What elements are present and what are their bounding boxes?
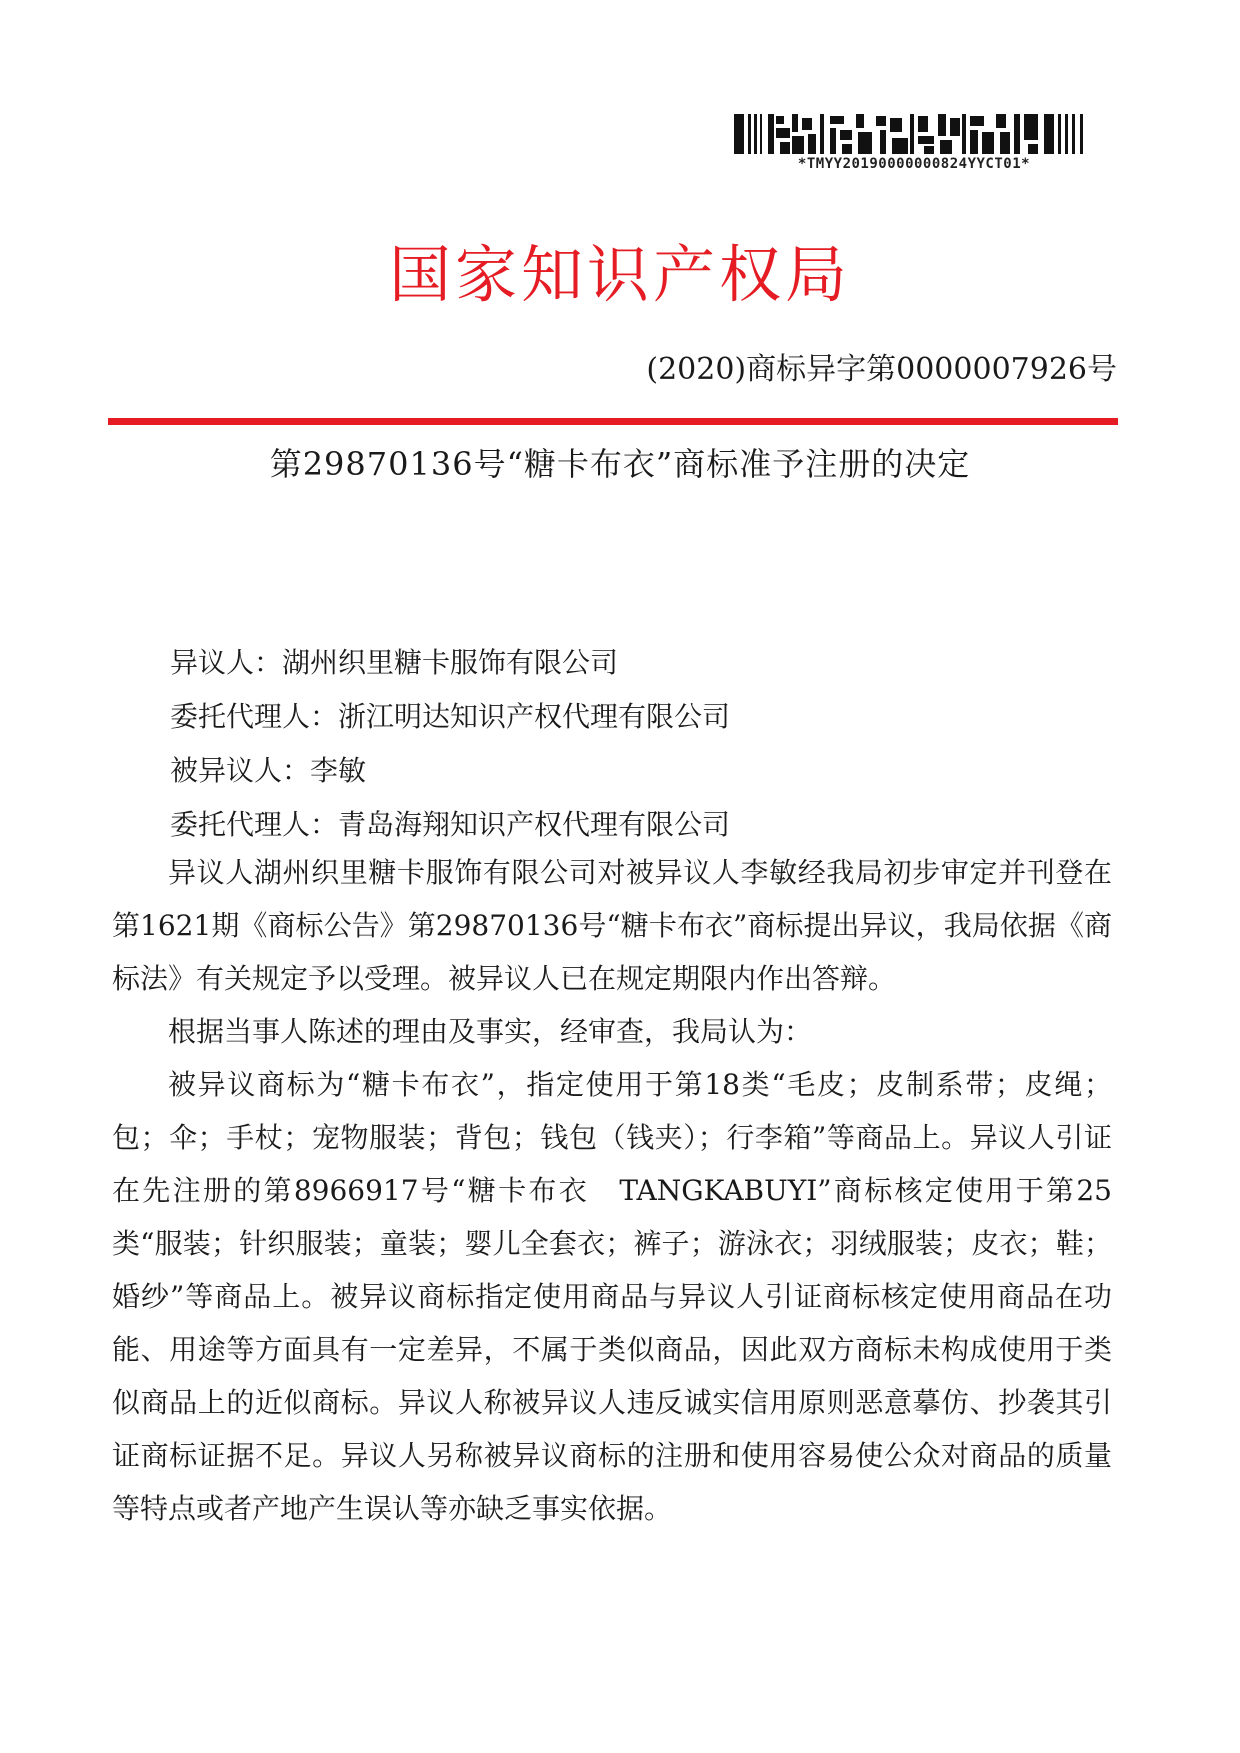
barcode-image: [734, 114, 1086, 154]
party-respondent-agent: [170, 798, 1120, 852]
party-value: 李敏: [310, 754, 367, 787]
decision-body: [112, 846, 1112, 1535]
barcode-block: [728, 108, 1100, 174]
body-paragraph: 异议人湖州织里糖卡服饰有限公司对被异议人李敏经我局初步审定并刊登在第1621期《商标公告》第29870136号“糖卡布衣”商标提出异议，我局依据《商标法》有关规定予以受理。被异议人已在规定期限内作出答辩。: [112, 856, 1112, 995]
decision-title: 第29870136号“糖卡布衣”商标准予注册的决定: [269, 445, 971, 483]
party-opponent: [170, 636, 1120, 690]
parties-list: [170, 636, 1120, 852]
party-label: 异议人：: [170, 646, 283, 679]
party-value: 浙江明达知识产权代理有限公司: [338, 700, 731, 733]
barcode-text: *TMYY20190000000824YYCT01*: [797, 156, 1031, 172]
document-number: (2020)商标异字第0000007926号: [646, 352, 1117, 387]
party-label: 委托代理人：: [170, 700, 339, 733]
body-paragraph: 被异议商标为“糖卡布衣”，指定使用于第18类“毛皮；皮制系带；皮绳；包；伞；手杖；宠物服装；背包；钱包（钱夹）；行李箱”等商品上。异议人引证在先注册的第8966917号“糖卡布衣 TANGKABUYI”商标核定使用于第25类“服装；针织服装；童装；婴儿全套衣；裤子；游泳衣；羽绒服装；皮衣；鞋；婚纱”等商品上。被异议商标指定使用商品与异议人引证商标核定使用商品在功能、用途等方面具有一定差异，不属于类似商品，因此双方商标未构成使用于类似商品上的近似商标。异议人称被异议人违反诚实信用原则恶意摹仿、抄袭其引证商标证据不足。异议人另称被异议商标的注册和使用容易使公众对商品的质量等特点或者产地产生误认等亦缺乏事实依据。: [112, 1068, 1112, 1525]
party-label: 被异议人：: [170, 754, 311, 787]
party-opponent-agent: [170, 690, 1120, 744]
party-label: 委托代理人：: [170, 808, 339, 841]
body-paragraph: 根据当事人陈述的理由及事实，经审查，我局认为：: [168, 1015, 813, 1048]
agency-title: 国家知识产权局: [388, 238, 851, 311]
red-divider-line: [108, 418, 1118, 425]
party-respondent: [170, 744, 1120, 798]
party-value: 青岛海翔知识产权代理有限公司: [338, 808, 731, 841]
party-value: 湖州织里糖卡服饰有限公司: [282, 646, 619, 679]
